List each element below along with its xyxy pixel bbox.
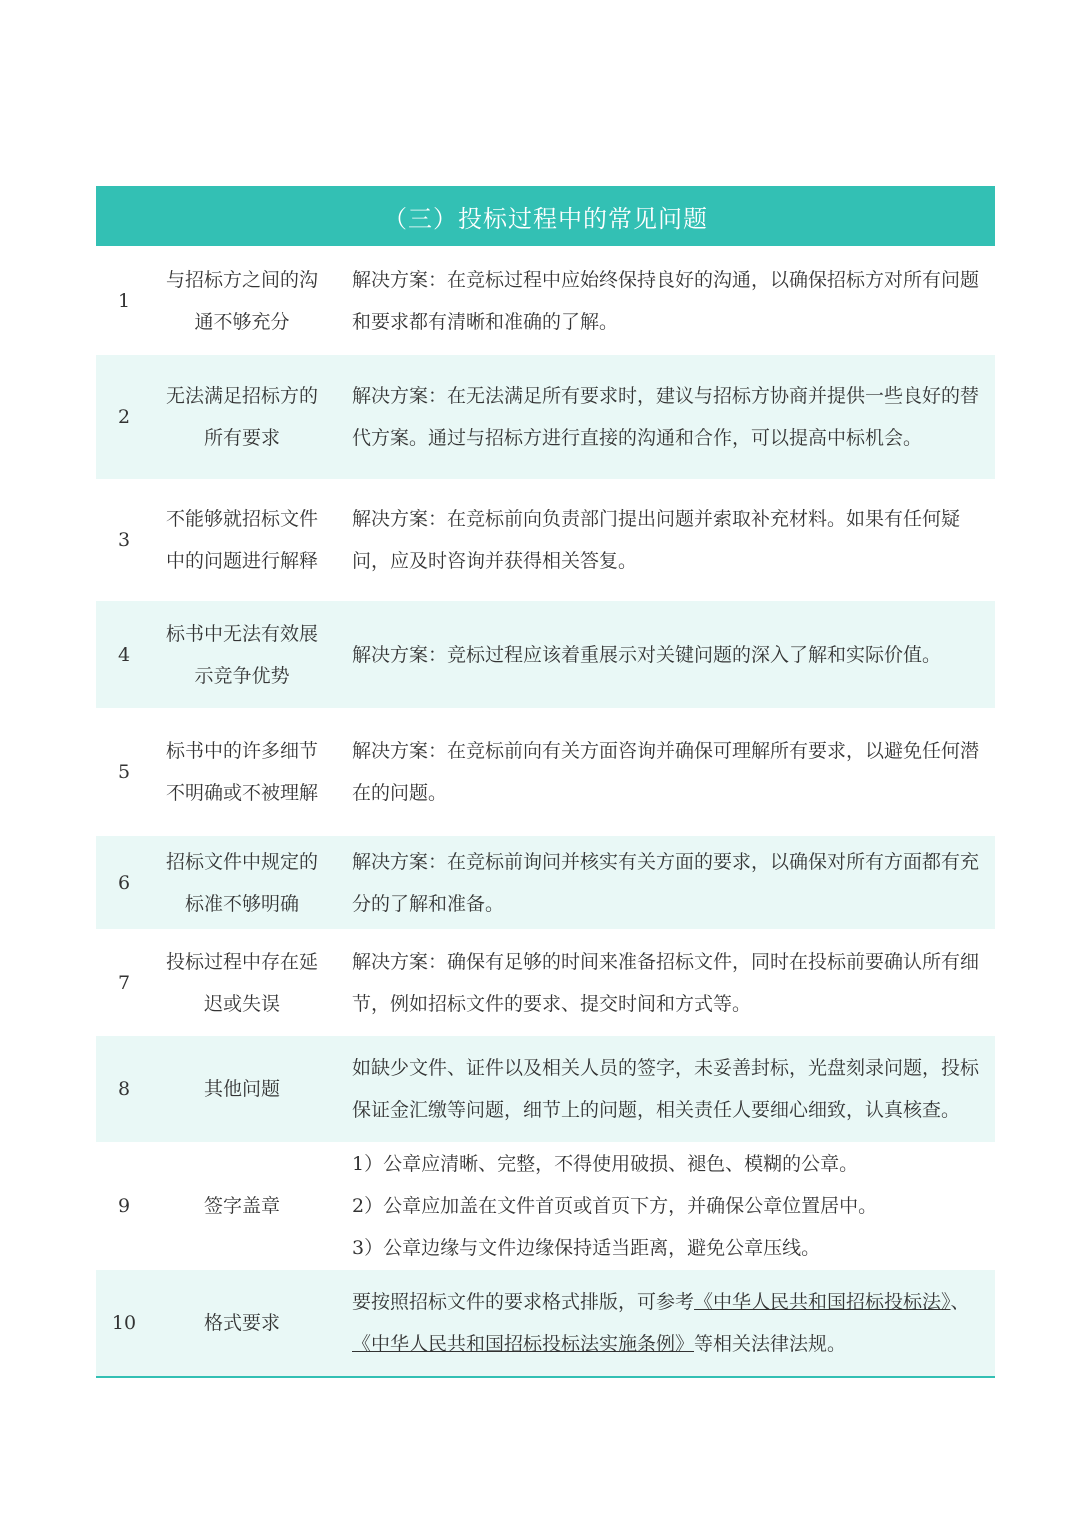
table-row: [96, 836, 995, 929]
table-row: [96, 1142, 995, 1270]
issue-label: 招标文件中规定的标准不够明确: [166, 850, 319, 915]
law-link-bidding-law[interactable]: 《中华人民共和国招标投标法》: [694, 1291, 951, 1313]
issue-label: 与招标方之间的沟通不够充分: [166, 268, 319, 333]
table-row: [96, 479, 995, 601]
law-link-implementation-regulations[interactable]: 《中华人民共和国招标投标法实施条例》: [352, 1333, 695, 1355]
table-row: [96, 1036, 995, 1142]
issue-label: 标书中无法有效展示竞争优势: [166, 622, 319, 687]
solution-text: 解决方案：在竞标前询问并核实有关方面的要求，以确保对所有方面都有充分的了解和准备。: [352, 850, 980, 915]
section-title: （三）投标过程中的常见问题: [96, 186, 995, 246]
row-number: 2: [117, 406, 131, 428]
solution-text: [332, 1281, 995, 1365]
format-suffix: 等相关法律法规。: [694, 1333, 847, 1355]
issue-label: 其他问题: [203, 1078, 280, 1100]
table-row: [96, 355, 995, 479]
solution-text: [332, 1143, 995, 1269]
issue-label: 不能够就招标文件中的问题进行解释: [166, 508, 319, 572]
solution-text: 解决方案：在竞标前向负责部门提出问题并索取补充材料。如果有任何疑问，应及时咨询并获得相关答复。: [352, 508, 961, 572]
issue-label: 标书中的许多细节不明确或不被理解: [166, 740, 319, 804]
row-number: 5: [117, 761, 131, 783]
row-number: 7: [117, 971, 131, 994]
issue-label: 投标过程中存在延迟或失误: [166, 950, 319, 1015]
row-number: 3: [117, 529, 131, 551]
seal-rule-1: 1）公章应清晰、完整，不得使用破损、褪色、模糊的公章。: [352, 1153, 859, 1175]
seal-rule-2: 2）公章应加盖在文件首页或首页下方，并确保公章位置居中。: [352, 1195, 878, 1217]
table-row: [96, 929, 995, 1036]
row-number: 4: [117, 643, 131, 666]
table-row: [96, 708, 995, 836]
issue-label: 签字盖章: [203, 1195, 280, 1217]
seal-rule-3: 3）公章边缘与文件边缘保持适当距离，避免公章压线。: [352, 1237, 821, 1259]
row-number: 6: [117, 871, 131, 894]
solution-text: 解决方案：确保有足够的时间来准备招标文件，同时在投标前要确认所有细节，例如招标文件的要求、提交时间和方式等。: [352, 950, 980, 1015]
solution-text: 如缺少文件、证件以及相关人员的签字，未妥善封标，光盘刻录问题，投标保证金汇缴等问题，细节上的问题，相关责任人要细心细致，认真核查。: [352, 1057, 980, 1121]
table-row: [96, 601, 995, 708]
table-row: [96, 1270, 995, 1376]
table-bottom-rule: [96, 1376, 995, 1378]
row-number: 8: [117, 1078, 131, 1100]
table-row: [96, 246, 995, 355]
row-number: 10: [111, 1312, 137, 1334]
row-number: 1: [117, 289, 131, 312]
solution-text: 解决方案：在无法满足所有要求时，建议与招标方协商并提供一些良好的替代方案。通过与招标方进行直接的沟通和合作，可以提高中标机会。: [352, 385, 980, 449]
format-prefix: 要按照招标文件的要求格式排版，可参考: [352, 1291, 695, 1313]
issues-table: [96, 186, 995, 1378]
solution-text: 解决方案：在竞标前向有关方面咨询并确保可理解所有要求，以避免任何潜在的问题。: [352, 740, 980, 804]
row-number: 9: [117, 1195, 131, 1217]
solution-text: 解决方案：在竞标过程中应始终保持良好的沟通，以确保招标方对所有问题和要求都有清晰和准确的了解。: [352, 268, 980, 333]
separator: 、: [950, 1291, 970, 1313]
issue-label: 格式要求: [203, 1312, 280, 1334]
solution-text: 解决方案：竞标过程应该着重展示对关键问题的深入了解和实际价值。: [352, 643, 942, 666]
issue-label: 无法满足招标方的所有要求: [166, 385, 319, 449]
